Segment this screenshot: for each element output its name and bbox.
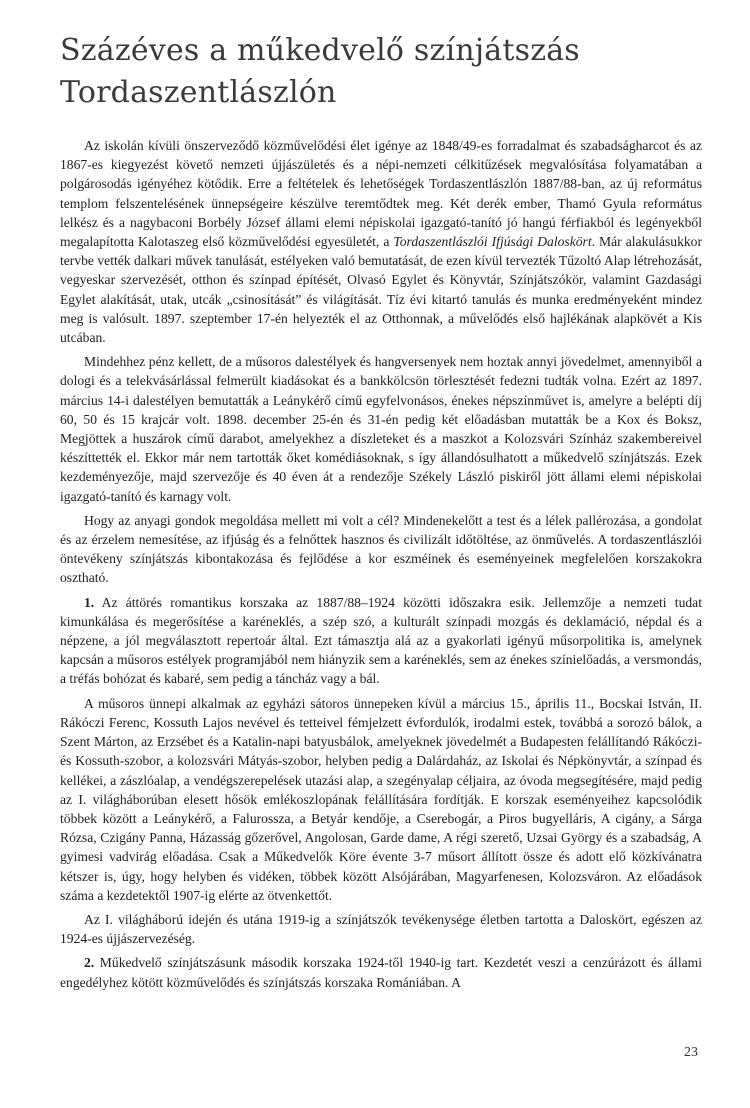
paragraph-2: Mindehhez pénz kellett, de a műsoros dalestélyek és hangversenyek nem hoztak annyi jövedelmet, amennyiből a dologi és a telekvásárlással felmerült kiadásokat és a bankkölcsön törlesztését fedezni tudták volna. Ezért az 1897. március 14-i dalestélyen bemutatták a Leánykérő című egyfelvonásos, énekes népszínművet is, amelyre a belépti díj 60, 50 és 15 krajcár volt. 1898. december 25-én és 31-én pedig két előadásban mutatták be a Kox és Boksz, Megjöttek a huszárok című darabot, amelyekhez a díszleteket és a maszkot a Kolozsvári Színház szakembereivel készíttették el. Ekkor már nem tartották őket komédiásoknak, s így állandósulhatott a műkedvelő színjátszás. Ezek kezdeményezője, majd szervezője és 40 éven át a rendezője Székely László piskiről jött állami elemi népiskolai igazgató-tanító és karnagy volt. <box>60 354 702 504</box>
paragraph-3: Hogy az anyagi gondok megoldása mellett mi volt a cél? Mindenekelőtt a test és a lélek pallérozása, a gondolat és az érzelem nemesítése, az ifjúság és a felnőttek hasznos és civilizált időtöltése, az önművelés. A tordaszentlászlói öntevékeny színjátszás kibontakozása és fejlődése a kor eszméinek és eseményeinek megfelelően korszakokra osztható. <box>60 512 702 586</box>
paragraph-1: Az iskolán kívüli önszerveződő közművelődési élet igénye az 1848/49-es forradalmat és szabadságharcot és az 1867-es kiegyezést követő nemzeti újjászületés és a népi-nemzeti célkitűzések megvalósítása folyamatában a polgárosodás igényéhez kötődik. Erre a feltételek és lehetőségek Tordaszentlászlón 1887/88-ban, az új református templom felszentelésének ünnepségeire készülve teremtődtek meg. Két derék ember, Thamó Gyula református lelkész és a nagybaconi Borbély József állami elemi népiskolai igazgató-tanító jó hangú férfiakból és legényekből megalapította Kalotaszeg első közművelődési egyesületét, a Tordaszentlászlói Ifjúsági Daloskört. Már alakulásukkor tervbe vették dalkari művek tanulását, estélyeken való bemutatását, de ezen kívül tervezték Tűzoltó Alap létrehozását, vegyeskar szervezését, otthon és színpad építését, Olvasó Egylet és Könyvtár, Színjátszókör, valamint Gazdasági Egylet alakítását, utak, utcák „csinosítását” és világítását. Tíz évi kitartó tanulás és munka eredményeként mindez meg is valósult. 1897. szeptember 17-én helyezték el az Otthonnak, a művelődés első hajlékának alapkövét a Kis utcában. <box>60 138 702 346</box>
section-number-2: 2. <box>84 955 95 971</box>
paragraph-6: Az I. világháború idején és utána 1919-ig a színjátszók tevékenysége életben tartotta a Daloskört, egészen az 1924-es újjászervezéség. <box>60 911 702 947</box>
section-number-1: 1. <box>84 594 95 610</box>
title-line-2: Tordaszentlászlón <box>60 75 337 110</box>
paragraph-7: 2. Műkedvelő színjátszásunk második korszaka 1924-től 1940-ig tart. Kezdetét veszi a cenzúrázott és állami engedélyhez kötött közművelődés és színjátszás korszaka Romániában. A <box>60 955 702 990</box>
article-title <box>60 30 702 114</box>
page-number: 23 <box>684 1045 698 1060</box>
daloskor-name: Tordaszentlászlói Ifjúsági Daloskört <box>393 234 592 250</box>
paragraph-5: A műsoros ünnepi alkalmak az egyházi sátoros ünnepeken kívül a március 15., április 11., Bocskai István, II. Rákóczi Ferenc, Kossuth Lajos nevével és tetteivel fémjelzett évfordulók, irodalmi estek, továbbá a sorozó bálok, a Szent Márton, az Erzsébet és a Katalin-napi batyusbálok, amelyeknek jövedelmét a Budapesten felállítandó Rákóczi- és Kossuth-szobor, a kolozsvári Mátyás-szobor, helyben pedig a Dalárdaház, az Iskolai és Népkönyvtár, a színpad és kellékei, a zászlóalap, a vendégszerepelések utazási alap, a szegényalap céljaira, az óvoda megsegítésére, majd pedig az I. világháborúban elesett hősök emlékoszlopának felállítására fordítják. E korszak eseményeihez kapcsolódik többek között a Leánykérő, a Falurossza, a Betyár kendője, a Cserebogár, a Piros bugyelláris, A cigány, a Sárga Rózsa, Czigány Panna, Házasság gőzerővel, Angolosan, Garde dame, A régi szerető, Uzsai György és a szabadság, A gyimesi vadvirág előadása. Csak a Műkedvelők Köre évente 3-7 műsort állított össze és adott elő közkívánatra kétszer is, úgy, hogy helyben és vidéken, többek között Alsójárában, Magyarfenesen, Kolozsváron. Az előadások száma a kezdetektől 1907-ig elérte az ötvenkettőt. <box>60 695 702 903</box>
title-line-1: Százéves a műkedvelő színjátszás <box>60 33 580 68</box>
article-body <box>60 136 702 992</box>
paragraph-4: 1. Az áttörés romantikus korszaka az 1887/88–1924 közötti időszakra esik. Jellemzője a nemzeti tudat kimunkálása és megerősítése a karéneklés, a szép szó, a kulturált színpadi mozgás és deklamáció, népdal és a népzene, a jól megválasztott repertoár által. Ezt támasztja alá az a gyakorlati igényű műsorpolitika is, amelynek kapcsán a műsoros estélyek programjából nem hiányzik sem a karéneklés, sem az énekes színielőadás, a versmondás, a tréfás bohózat és kabaré, sem pedig a táncház vagy a bál. <box>60 594 702 687</box>
